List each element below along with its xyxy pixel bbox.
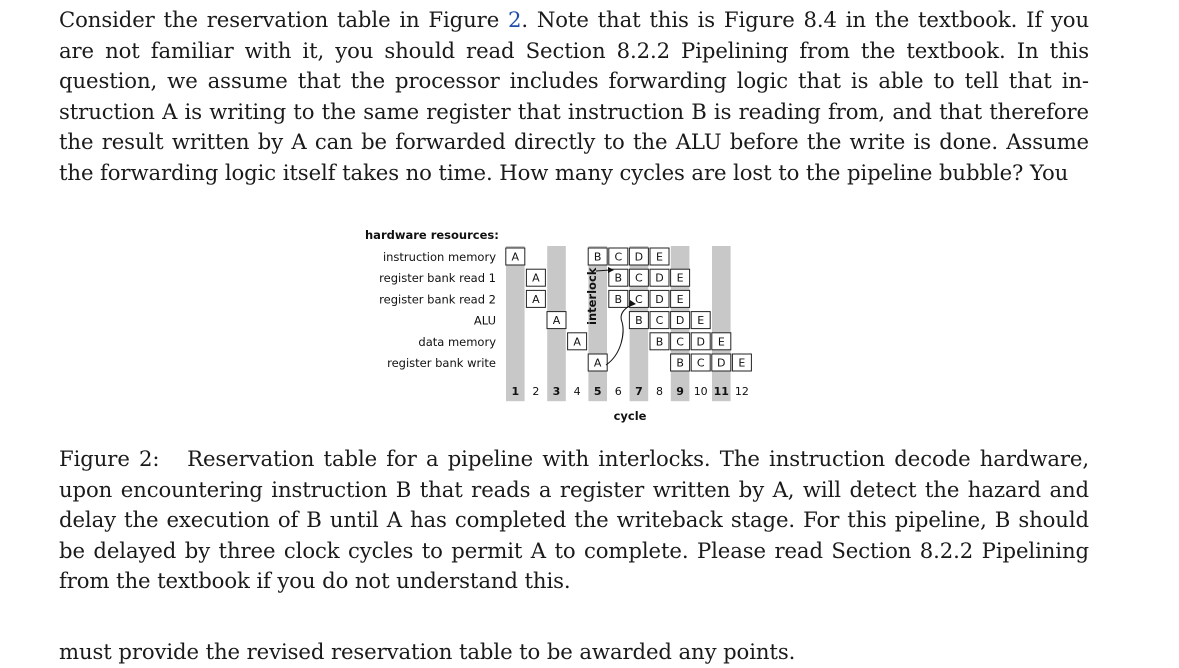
reservation-cell-letter: D [717, 356, 726, 370]
cycle-tick: 11 [713, 385, 729, 399]
reservation-cell-letter: D [634, 250, 644, 264]
row-label: ALU [473, 313, 496, 328]
reservation-cell-letter: E [717, 335, 725, 349]
reservation-cell-letter: E [676, 292, 684, 306]
row-label: data memory [418, 334, 496, 349]
question-part2: . Note that this is Figure 8.4 in the textbook. If you are not familiar with it, you should read Section 8.2.2 Pipelining from the textbook. In this question, we assume that the processor includes forwarding logic that is able to tell that in-struction A is writing to the same register that instruction B is reading from, and that therefore the result written by A can be forwarded directly to the ALU before the write is done. Assume the forwarding logic itself takes no time. How many cycles are lost to the pipeline bubble? You [59, 7, 1089, 185]
reservation-cell-letter: C [696, 356, 705, 370]
reservation-cell-letter: C [635, 271, 643, 285]
reservation-cell-letter: E [738, 356, 746, 370]
cycle-stripe [712, 246, 731, 401]
reservation-cell-letter: B [593, 250, 602, 264]
reservation-cell-letter: C [676, 335, 684, 349]
reservation-cell-letter: B [676, 356, 684, 370]
cycle-tick: 12 [734, 385, 749, 399]
reservation-cell-letter: D [655, 271, 664, 285]
cycle-tick: 8 [656, 385, 663, 399]
reservation-cell-letter: B [614, 271, 623, 285]
reservation-cell-letter: D [696, 335, 705, 349]
cycle-tick: 2 [532, 385, 540, 399]
interlock-label: interlock [585, 267, 599, 325]
cycle-tick: 5 [593, 385, 602, 399]
reservation-cell-letter: C [635, 292, 643, 306]
caption-label: Figure 2: [59, 446, 160, 471]
reservation-cell-letter: A [573, 335, 581, 349]
reservation-cell-letter: B [655, 335, 664, 349]
cycle-tick: 10 [693, 385, 708, 399]
reservation-cell-letter: A [511, 250, 520, 264]
reservation-cell-letter: E [676, 271, 684, 285]
reservation-cell-letter: A [532, 292, 540, 306]
reservation-cell-letter: A [593, 356, 602, 370]
cycle-tick: 4 [573, 385, 581, 399]
reservation-cell-letter: A [532, 271, 540, 285]
caption-text: Reservation table for a pipeline with interlocks. The instruction decode hardware, upon encountering instruction B that reads a register written by A, will detect the hazard and delay the execution of B until A has completed the writeback stage. For this pipeline, B should be delayed by three clock cycles to permit A to complete. Please read Section 8.2.2 Pipelining from the textbook if you do not understand this. [59, 446, 1089, 593]
reservation-cell-letter: D [655, 292, 664, 306]
row-label: instruction memory [382, 250, 496, 264]
figure-heading: hardware resources: [365, 228, 499, 242]
reservation-cell-letter: D [675, 314, 685, 328]
row-labels [379, 250, 496, 370]
cycle-stripe [506, 246, 525, 401]
cycle-tick: 1 [511, 385, 520, 399]
row-label: register bank read 1 [379, 271, 496, 286]
figure-caption [59, 444, 1089, 597]
reservation-cell-letter: B [635, 314, 643, 328]
reservation-cell-letter: A [552, 314, 561, 328]
reservation-cell-letter: C [614, 250, 623, 264]
reservation-table-figure [360, 222, 780, 427]
cycle-tick: 9 [676, 385, 684, 399]
reservation-cell-letter: E [697, 314, 705, 328]
cycle-tick: 7 [635, 385, 643, 399]
cycle-tick: 6 [614, 385, 622, 399]
figure-reference-link[interactable]: 2 [507, 7, 522, 32]
reservation-cell-letter: B [614, 292, 623, 306]
question-part1: Consider the reservation table in Figure [59, 7, 508, 32]
question-continuation: must provide the revised reservation table to be awarded any points. [59, 639, 796, 664]
row-label: register bank read 2 [379, 292, 496, 307]
row-label: register bank write [387, 356, 496, 370]
question-text [59, 5, 1089, 188]
axis-label: cycle [613, 409, 647, 423]
cycle-tick: 3 [552, 385, 561, 399]
reservation-cell-letter: C [655, 314, 664, 328]
reservation-cell-letter: E [656, 250, 663, 264]
